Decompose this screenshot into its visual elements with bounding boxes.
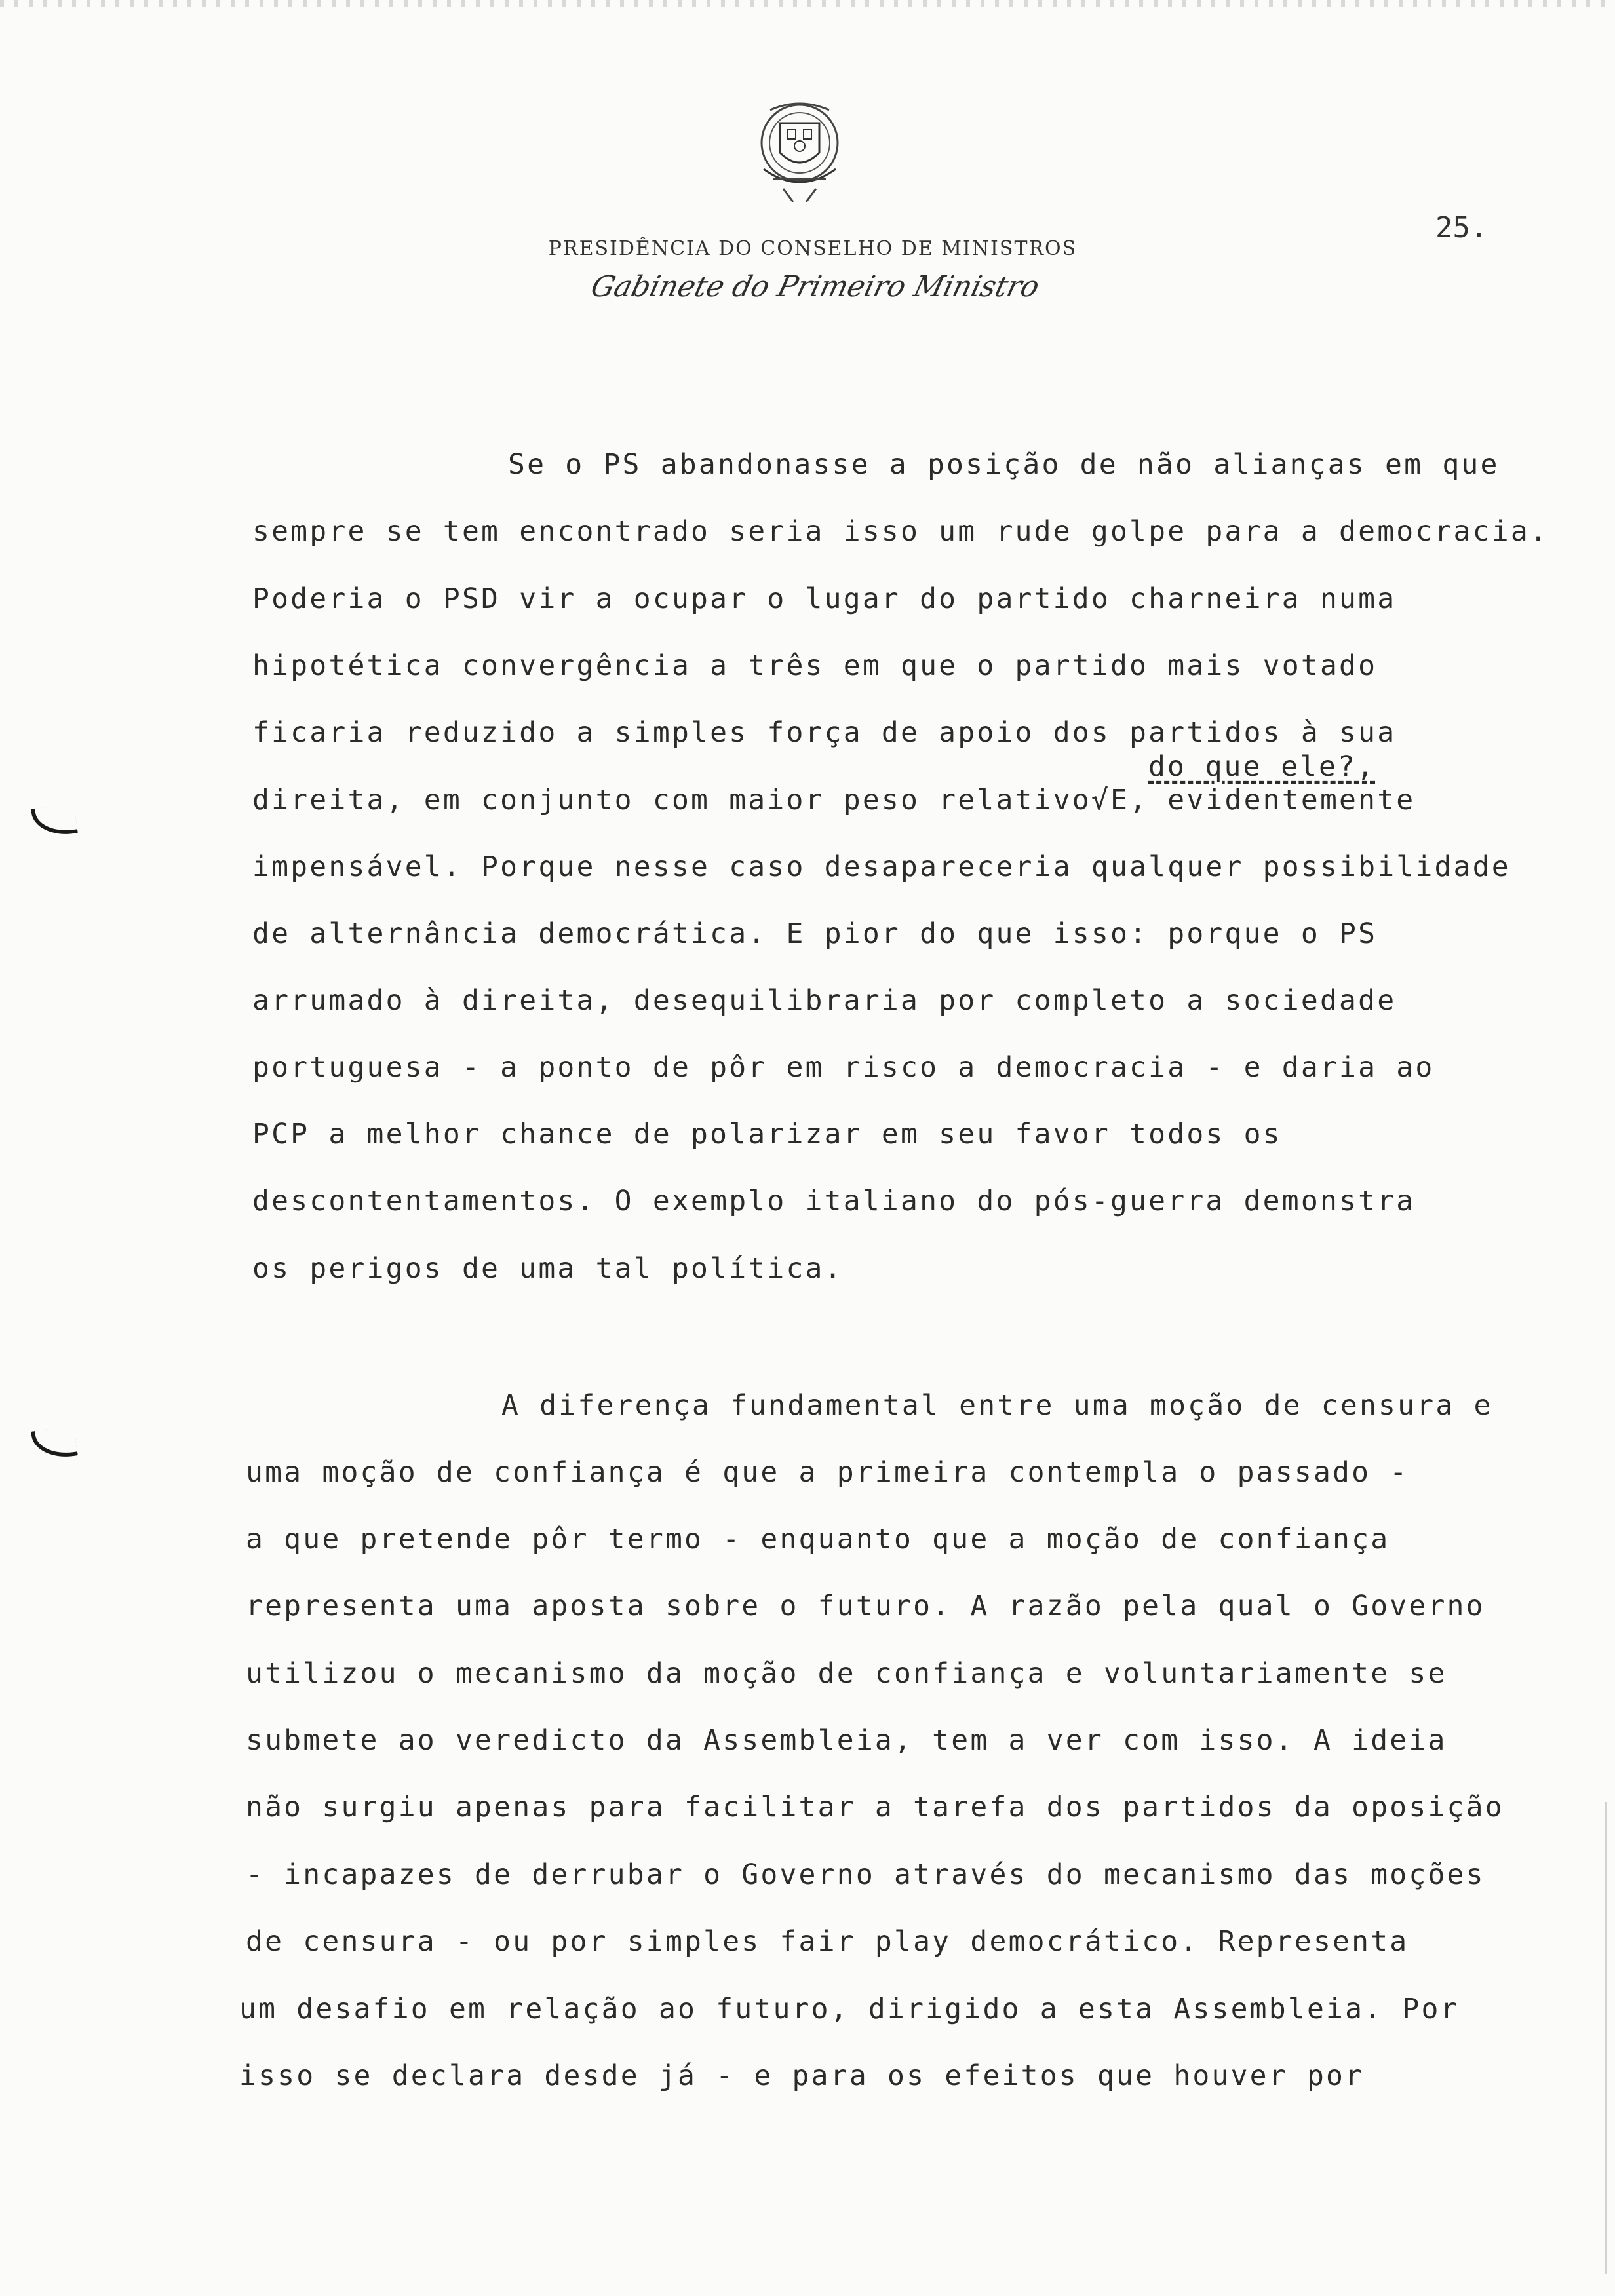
punch-hole-mark	[31, 1426, 78, 1462]
page-number: 25.	[1435, 211, 1488, 244]
cabinet-subheading: Gabinete do Primeiro Ministro	[587, 270, 1043, 303]
scan-edge	[0, 0, 1615, 7]
body-line: submete ao veredicto da Assembleia, tem a ver com isso. A ideia	[246, 1724, 1447, 1757]
body-line: utilizou o mecanismo da moção de confiança e voluntariamente se	[246, 1657, 1447, 1690]
body-line: Se o PS abandonasse a posição de não alianças em que	[508, 448, 1500, 481]
body-line: a que pretende pôr termo - enquanto que a moção de confiança	[246, 1523, 1390, 1556]
body-line: descontentamentos. O exemplo italiano do pós-guerra demonstra	[252, 1185, 1416, 1217]
body-line: os perigos de uma tal política.	[252, 1252, 844, 1285]
body-line: hipotética convergência a três em que o partido mais votado	[252, 649, 1378, 682]
body-line: ficaria reduzido a simples força de apoio dos partidos à sua	[252, 716, 1397, 749]
body-line: representa uma aposta sobre o futuro. A razão pela qual o Governo	[246, 1590, 1485, 1622]
body-line: arrumado à direita, desequilibraria por completo a sociedade	[252, 984, 1397, 1017]
punch-hole-mark	[31, 803, 78, 839]
body-line: impensável. Porque nesse caso desapareceria qualquer possibilidade	[252, 851, 1511, 883]
body-line: um desafio em relação ao futuro, dirigido a esta Assembleia. Por	[239, 1993, 1460, 2025]
body-line: A diferença fundamental entre uma moção de censura e	[501, 1389, 1493, 1422]
body-line: não surgiu apenas para facilitar a tarefa dos partidos da oposição	[246, 1791, 1504, 1824]
body-line: de censura - ou por simples fair play democrático. Representa	[246, 1925, 1409, 1958]
body-line: direita, em conjunto com maior peso relativo√E, evidentemente	[252, 784, 1416, 816]
body-line: uma moção de confiança é que a primeira contempla o passado -	[246, 1456, 1409, 1489]
body-line: PCP a melhor chance de polarizar em seu favor todos os	[252, 1118, 1282, 1151]
body-line: sempre se tem encontrado seria isso um rude golpe para a democracia.	[252, 515, 1549, 548]
handwritten-insertion-note: do que ele?,	[1148, 750, 1376, 783]
ministry-heading: PRESIDÊNCIA DO CONSELHO DE MINISTROS	[548, 237, 1078, 260]
coat-of-arms-seal	[747, 97, 852, 215]
body-line: portuguesa - a ponto de pôr em risco a democracia - e daria ao	[252, 1051, 1435, 1084]
body-line: - incapazes de derrubar o Governo através do mecanismo das moções	[246, 1858, 1485, 1891]
body-line: isso se declara desde já - e para os efeitos que houver por	[239, 2059, 1365, 2092]
scan-edge-right	[1605, 1802, 1607, 2274]
body-line: Poderia o PSD vir a ocupar o lugar do partido charneira numa	[252, 583, 1397, 615]
body-line: de alternância democrática. E pior do que isso: porque o PS	[252, 917, 1378, 950]
